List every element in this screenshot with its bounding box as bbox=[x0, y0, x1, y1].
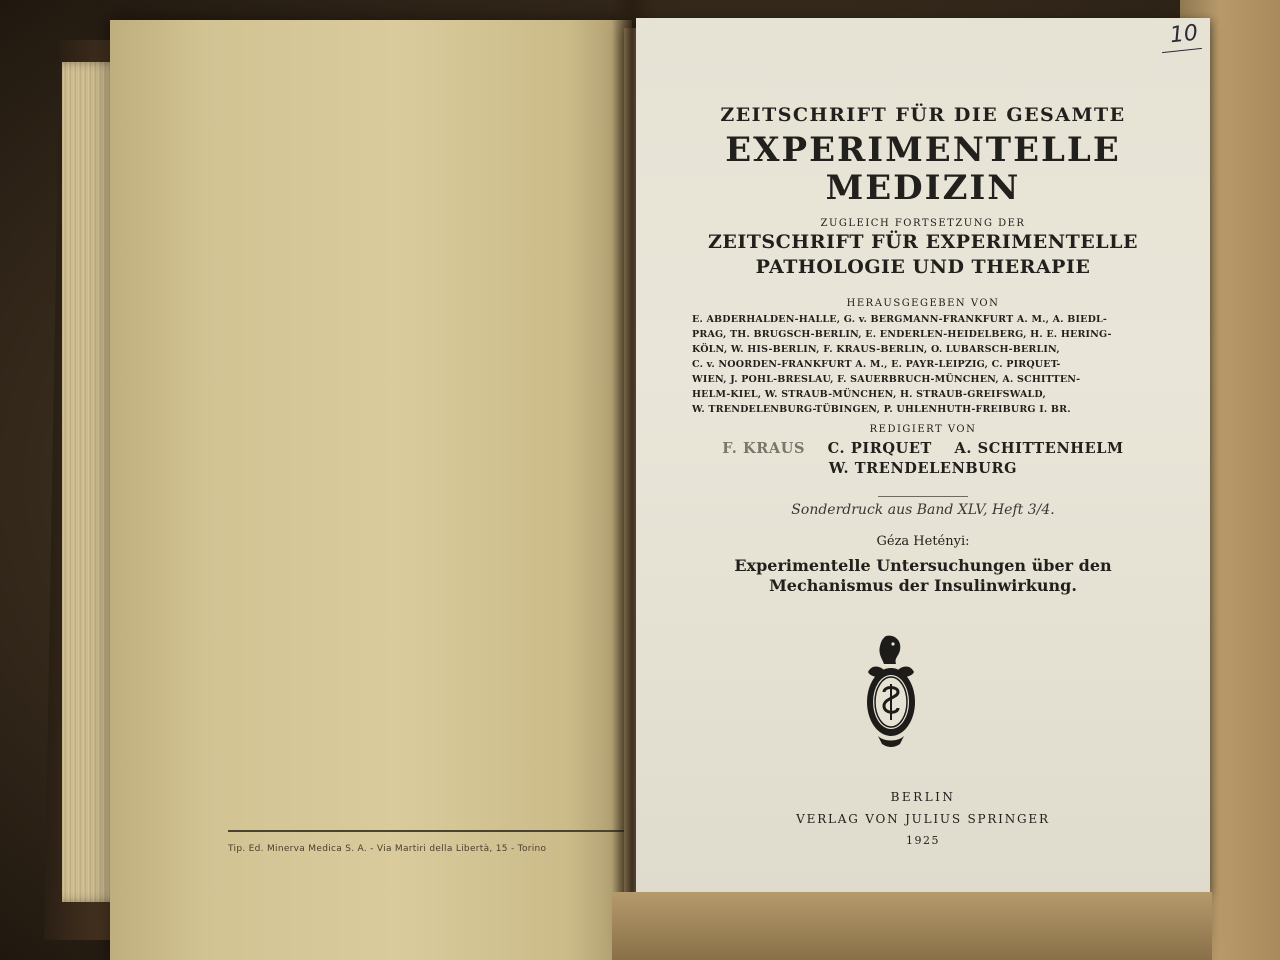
subtitle-line2: PATHOLOGIE UND THERAPIE bbox=[755, 256, 1091, 278]
redakteur-trendelenburg: W. TRENDELENBURG bbox=[828, 460, 1018, 477]
redakteur-pirquet: C. PIRQUET bbox=[827, 440, 932, 457]
redacted-by-label: REDIGIERT VON bbox=[869, 424, 977, 435]
handwritten-page-number: 10 bbox=[1168, 20, 1200, 49]
editors-line: WIEN, J. POHL-BRESLAU, F. SAUERBRUCH-MÜNCHEN, A. SCHITTEN- bbox=[692, 374, 1081, 385]
article-author: Géza Hetényi: bbox=[876, 534, 970, 549]
editors-list bbox=[692, 312, 1112, 417]
offprint-note: Sonderdruck aus Band XLV, Heft 3/4. bbox=[791, 502, 1055, 518]
article-title-line2: Mechanismus der Insulinwirkung. bbox=[769, 576, 1077, 595]
journal-title-line2: EXPERIMENTELLE bbox=[725, 130, 1121, 170]
editors-line: PRAG, TH. BRUGSCH-BERLIN, E. ENDERLEN-HEIDELBERG, H. E. HERING- bbox=[692, 329, 1112, 340]
editors-line: W. TRENDELENBURG-TÜBINGEN, P. UHLENHUTH-FREIBURG I. BR. bbox=[692, 404, 1071, 415]
left-page bbox=[110, 20, 632, 960]
editors-line: KÖLN, W. HIS-BERLIN, F. KRAUS-BERLIN, O. LUBARSCH-BERLIN, bbox=[692, 344, 1060, 355]
springer-knight-emblem-icon bbox=[858, 632, 924, 748]
subtitle-line1: ZEITSCHRIFT FÜR EXPERIMENTELLE bbox=[708, 231, 1138, 253]
bottom-page-edge bbox=[612, 892, 1212, 960]
continuation-label: ZUGLEICH FORTSETZUNG DER bbox=[820, 218, 1026, 229]
publisher-city: BERLIN bbox=[890, 790, 956, 804]
editors-line: HELM-KIEL, W. STRAUB-MÜNCHEN, H. STRAUB-GREIFSWALD, bbox=[692, 389, 1047, 400]
publication-year: 1925 bbox=[906, 834, 940, 847]
edited-by-label: HERAUSGEGEBEN VON bbox=[846, 298, 1000, 309]
editors-line: E. ABDERHALDEN-HALLE, G. v. BERGMANN-FRANKFURT A. M., A. BIEDL- bbox=[692, 314, 1108, 325]
redakteure-line1 bbox=[636, 440, 1210, 457]
publisher-name: VERLAG VON JULIUS SPRINGER bbox=[796, 812, 1050, 826]
journal-title-line3: MEDIZIN bbox=[825, 168, 1021, 208]
editors-line: C. v. NOORDEN-FRANKFURT A. M., E. PAYR-LEIPZIG, C. PIRQUET- bbox=[692, 359, 1061, 370]
article-title-line1: Experimentelle Untersuchungen über den bbox=[734, 556, 1112, 575]
journal-title-line1: ZEITSCHRIFT FÜR DIE GESAMTE bbox=[720, 104, 1126, 126]
left-page-imprint: Tip. Ed. Minerva Medica S. A. - Via Martiri della Libertà, 15 - Torino bbox=[228, 830, 640, 854]
title-page bbox=[636, 18, 1210, 892]
redakteur-kraus: F. KRAUS bbox=[722, 440, 806, 457]
divider-rule bbox=[878, 496, 968, 497]
redakteur-schittenhelm: A. SCHITTENHELM bbox=[954, 440, 1124, 457]
